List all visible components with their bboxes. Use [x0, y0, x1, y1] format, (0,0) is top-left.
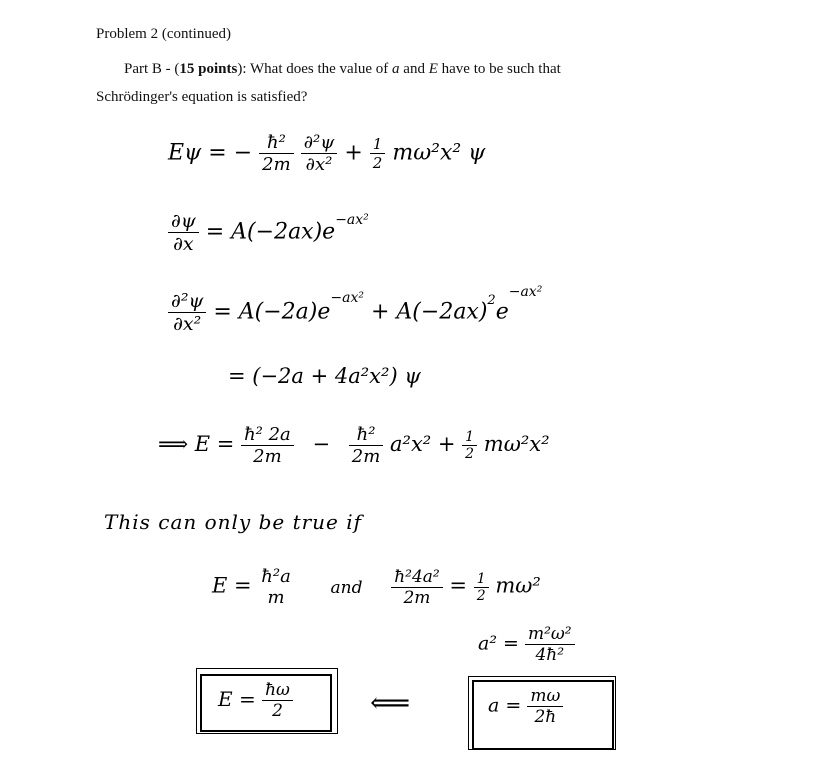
eq6-half-num: 1 — [474, 571, 489, 588]
eq6-num: ħ²a — [261, 566, 291, 587]
eq3-num: ∂²ψ — [168, 290, 206, 313]
first-derivative — [168, 210, 369, 255]
eq1-frac2 — [301, 132, 338, 175]
eq6-and: and — [330, 577, 363, 598]
eq6-frac — [258, 566, 294, 608]
final-E-num: ħω — [262, 680, 293, 701]
and-text: and — [399, 61, 429, 77]
schrodinger-equation — [168, 132, 485, 175]
eq2-exp: −ax² — [335, 212, 369, 229]
final-a-lhs: a = — [488, 694, 522, 717]
eq5-half-num: 1 — [462, 429, 477, 446]
final-E-lhs: E = — [218, 687, 256, 711]
eq1-frac2-den: ∂x² — [305, 154, 333, 175]
eq1-frac1-num: ħ² — [259, 132, 294, 154]
eq5-half — [462, 429, 477, 462]
eq6-half-den: 2 — [476, 587, 486, 604]
var-E: E — [428, 61, 438, 77]
eq5-f1-num: ħ² 2a — [241, 424, 294, 446]
eq3-e: e — [495, 299, 509, 325]
eq5-f2-num: ħ² — [349, 424, 384, 446]
eq1-frac1 — [259, 132, 294, 175]
eq5-f2-den: 2m — [351, 446, 381, 467]
eq2-frac — [168, 210, 199, 255]
final-a-num: mω — [527, 686, 563, 707]
eq6-eq: = — [449, 573, 468, 598]
eq2-num: ∂ψ — [168, 210, 199, 233]
eq5-mid: a²x² + — [390, 432, 456, 456]
part-prefix: Part B - ( — [124, 61, 180, 77]
final-E-den: 2 — [272, 701, 283, 721]
eq6-lhs: E = — [212, 573, 252, 598]
eq5-arrow: ⟹ E = — [158, 432, 235, 456]
question-suffix: have to be such that — [437, 61, 561, 77]
eq3-den: ∂x² — [173, 313, 202, 335]
final-a — [488, 686, 563, 727]
eq7-num: m²ω² — [525, 624, 575, 645]
eq3-rhs1: = A(−2a)e — [213, 299, 331, 325]
eq5-half-den: 2 — [465, 446, 475, 462]
eq5-f1-den: 2m — [253, 446, 282, 467]
condition-text: This can only be true if — [104, 510, 363, 534]
final-E-frac — [262, 680, 293, 721]
left-arrow-icon: ⟸ — [370, 686, 411, 719]
eq6-tail: mω² — [495, 573, 541, 598]
eq1-tail: mω²x² ψ — [392, 140, 486, 166]
eq5-frac2 — [349, 424, 384, 467]
eq5-tail: mω²x² — [483, 432, 550, 456]
eq5-frac1 — [241, 424, 294, 467]
final-energy — [218, 680, 293, 721]
eq3-frac — [168, 290, 206, 335]
eq7-frac — [525, 624, 575, 665]
eq6-frac2 — [391, 567, 443, 608]
eq1-lhs: Eψ = − — [168, 140, 253, 166]
eq1-plus: + — [344, 140, 363, 166]
final-a-frac — [527, 686, 563, 727]
eq3-sq: 2 — [487, 293, 496, 309]
eq3-exp1: −ax² — [330, 290, 364, 307]
eq6-den: m — [267, 587, 285, 608]
eq1-frac1-den: 2m — [262, 154, 291, 175]
eq1-half — [370, 135, 386, 172]
eq6-f-num: ħ²4a² — [391, 567, 443, 588]
problem-header: Problem 2 (continued) — [96, 26, 231, 42]
eq5-minus: − — [312, 432, 331, 456]
eq7-lhs: a² = — [478, 632, 519, 655]
second-derivative-simplified: = (−2a + 4a²x²) ψ — [228, 364, 421, 388]
question-mid: ): What does the value of — [237, 61, 393, 77]
eq1-half-den: 2 — [372, 154, 383, 172]
eq6-half — [474, 571, 489, 604]
question-line-2: Schrödinger's equation is satisfied? — [96, 89, 308, 105]
a-squared — [478, 624, 575, 665]
final-a-den: 2ħ — [534, 707, 557, 727]
eq7-den: 4ħ² — [535, 645, 565, 665]
eq2-den: ∂x — [173, 233, 194, 255]
eq1-half-num: 1 — [370, 135, 386, 154]
energy-condition — [212, 566, 541, 608]
var-a: a — [392, 61, 400, 77]
points: 15 points — [179, 61, 238, 77]
eq1-frac2-num: ∂²ψ — [301, 132, 338, 154]
eq2-rhs: = A(−2ax)e — [205, 219, 336, 245]
eq3-exp2: −ax² — [508, 284, 543, 301]
eq6-f-den: 2m — [403, 587, 431, 608]
eq3-rhs2: + A(−2ax) — [370, 299, 488, 325]
question-line-1 — [124, 61, 561, 78]
second-derivative — [168, 284, 543, 335]
energy-expression — [158, 424, 550, 467]
